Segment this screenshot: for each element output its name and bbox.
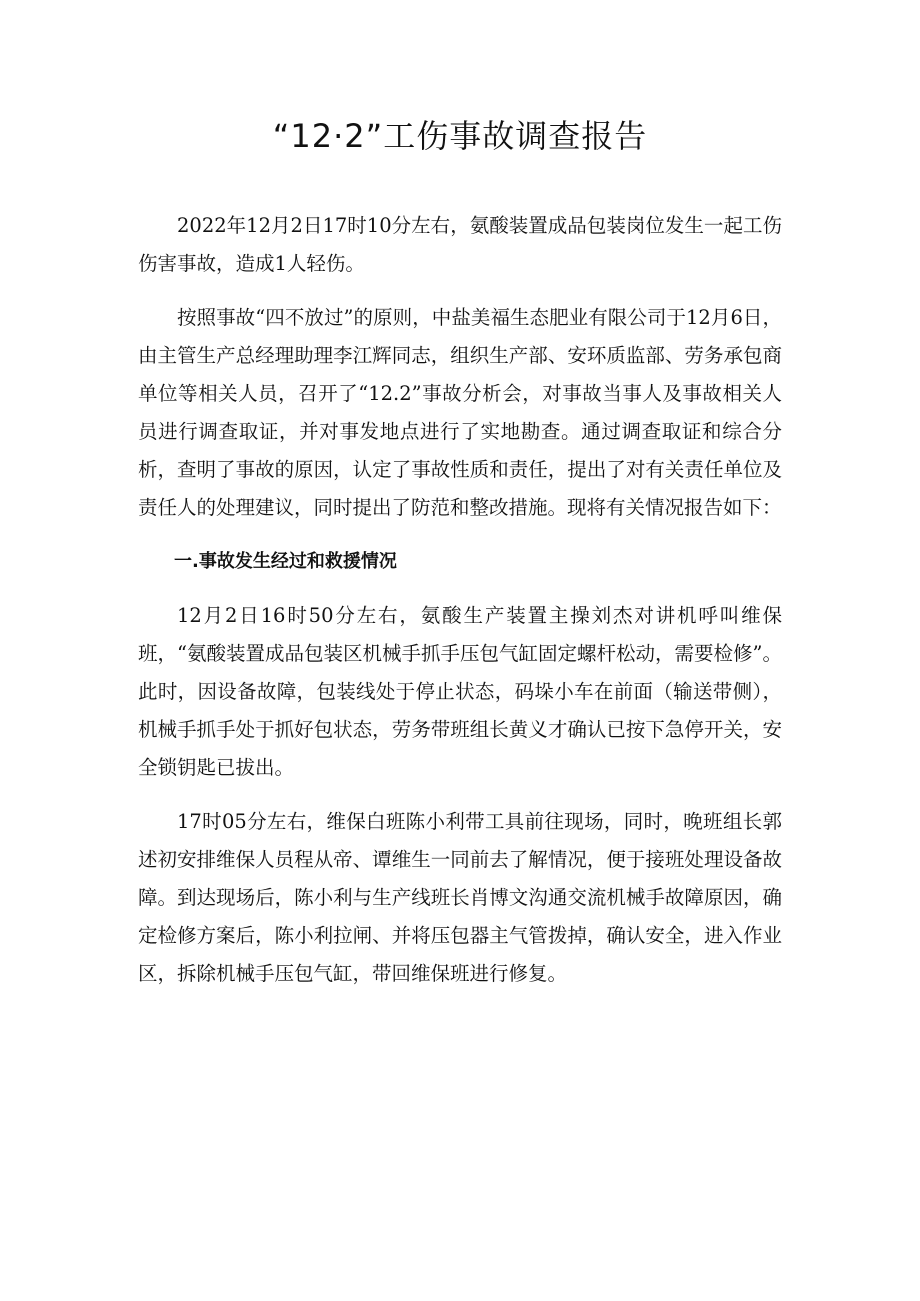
paragraph-incident-process-1: 12月2日16时50分左右，氨酸生产装置主操刘杰对讲机呼叫维保班，“氨酸装置成品包装区机械手抓手压包气缸固定螺杆松动，需要检修”。此时，因设备故障，包装线处于停止状态，码垛小车在前面（输送带侧），机械手抓手处于抓好包状态，劳务带班组长黄义才确认已按下急停开关，安全锁钥匙已拔出。	[138, 604, 782, 779]
section-heading: 一.事故发生经过和救援情况	[174, 551, 397, 572]
document-body	[138, 207, 782, 1009]
paragraph-investigation-overview: 按照事故“四不放过”的原则，中盐美福生态肥业有限公司于12月6日，由主管生产总经理助理李江辉同志，组织生产部、安环质监部、劳务承包商单位等相关人员，召开了“12.2”事故分析会，对事故当事人及事故相关人员进行调查取证，并对事发地点进行了实地勘查。通过调查取证和综合分析，查明了事故的原因，认定了事故性质和责任，提出了对有关责任单位及责任人的处理建议，同时提出了防范和整改措施。现将有关情况报告如下：	[138, 306, 782, 519]
document-title: “12·2”工伤事故调查报告	[272, 117, 648, 155]
paragraph-incident-process-2: 17时05分左右，维保白班陈小利带工具前往现场，同时，晚班组长郭述初安排维保人员程从帝、谭维生一同前去了解情况，便于接班处理设备故障。到达现场后，陈小利与生产线班长肖博文沟通交流机械手故障原因，确定检修方案后，陈小利拉闸、并将压包器主气管拨掉，确认安全，进入作业区，拆除机械手压包气缸，带回维保班进行修复。	[138, 810, 782, 985]
paragraph-incident-summary: 2022年12月2日17时10分左右，氨酸装置成品包装岗位发生一起工伤伤害事故，造成1人轻伤。	[138, 214, 782, 275]
